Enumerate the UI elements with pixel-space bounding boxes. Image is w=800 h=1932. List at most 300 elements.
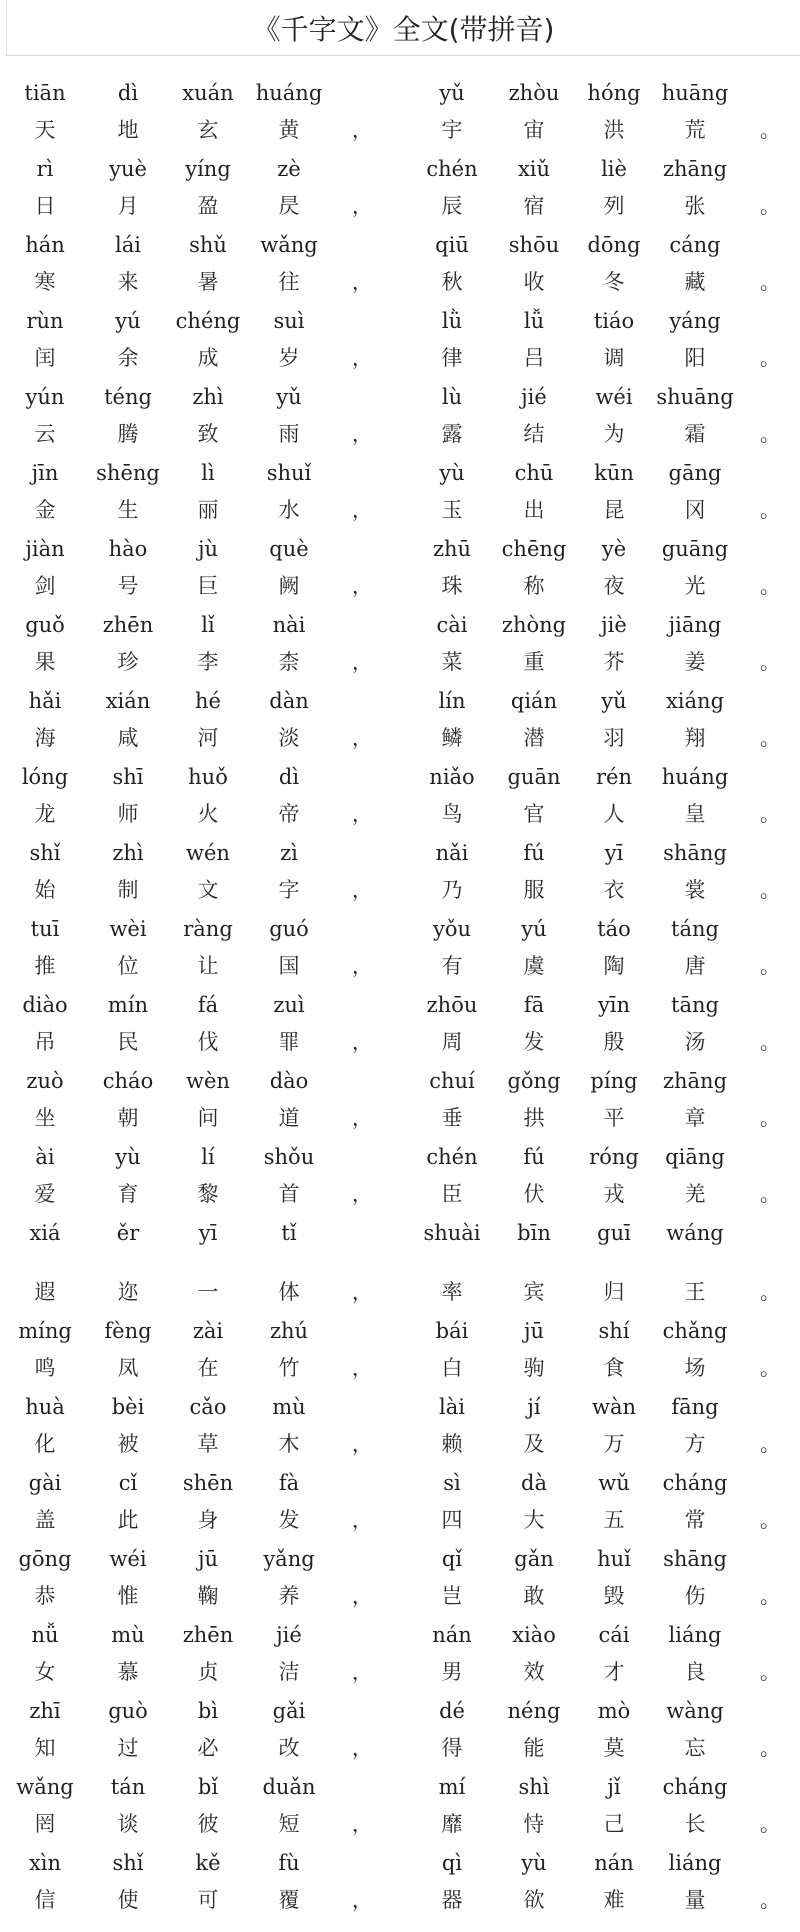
pinyin: shōu [508,233,560,257]
period-punctuation: 。 [760,574,780,598]
pinyin: shǐ [112,1851,144,1875]
hanzi: 剑 [34,574,56,598]
page-title: 《千字文》全文(带拼音) [252,13,555,46]
hanzi-row [0,1274,800,1312]
hanzi-row [0,1730,800,1768]
hanzi: 才 [603,1660,625,1684]
hanzi: 罔 [34,1812,56,1836]
hanzi: 寒 [34,270,56,294]
hanzi: 白 [441,1356,463,1380]
hanzi: 爱 [34,1182,56,1206]
pinyin: guó [269,917,309,941]
pinyin: zhú [269,1319,309,1343]
hanzi: 黎 [197,1182,219,1206]
period-punctuation: 。 [760,1106,780,1130]
comma-punctuation: ， [352,498,372,522]
pinyin: cǐ [118,1471,138,1495]
pinyin: zài [192,1319,224,1343]
pinyin: fèng [104,1319,152,1343]
pinyin-row [0,759,800,797]
period-punctuation: 。 [760,726,780,750]
hanzi: 列 [603,194,625,218]
pinyin: qì [441,1851,463,1875]
hanzi: 方 [684,1432,706,1456]
pinyin: lù [441,385,463,409]
pinyin: lǜ [441,309,463,333]
pinyin: wéi [595,385,633,409]
hanzi: 场 [684,1356,706,1380]
pinyin: xiá [29,1221,61,1245]
pinyin: mí [438,1775,466,1799]
hanzi: 良 [684,1660,706,1684]
hanzi: 阙 [278,574,300,598]
hanzi: 草 [197,1432,219,1456]
pinyin: rì [36,157,54,181]
pinyin: tuī [30,917,60,941]
hanzi: 羌 [684,1182,706,1206]
pinyin: mù [272,1395,306,1419]
hanzi-row [0,796,800,834]
pinyin: fà [278,1471,300,1495]
pinyin: lǐ [201,613,215,637]
hanzi: 洁 [278,1660,300,1684]
hanzi: 暑 [197,270,219,294]
hanzi: 贞 [197,1660,219,1684]
comma-punctuation: ， [352,1584,372,1608]
period-punctuation: 。 [760,270,780,294]
hanzi-row [0,568,800,606]
hanzi: 始 [34,878,56,902]
pinyin: yǎng [263,1547,315,1571]
hanzi: 重 [523,650,545,674]
hanzi: 有 [441,954,463,978]
hanzi: 伐 [197,1030,219,1054]
hanzi: 虞 [523,954,545,978]
hanzi: 咸 [117,726,139,750]
hanzi: 洪 [603,118,625,142]
comma-punctuation: ， [352,422,372,446]
hanzi: 人 [603,802,625,826]
hanzi: 伤 [684,1584,706,1608]
hanzi: 首 [278,1182,300,1206]
pinyin: gài [28,1471,62,1495]
hanzi: 平 [603,1106,625,1130]
pinyin: bì [197,1699,219,1723]
pinyin: xiáng [665,689,725,713]
pinyin: fú [523,1145,545,1169]
pinyin: fú [523,841,545,865]
pinyin: wéi [109,1547,147,1571]
hanzi: 难 [603,1888,625,1912]
hanzi: 字 [278,878,300,902]
hanzi: 乃 [441,878,463,902]
comma-punctuation: ， [352,1280,372,1304]
pinyin: yuè [109,157,147,181]
pinyin: cháo [102,1069,154,1093]
hanzi: 位 [117,954,139,978]
pinyin: chén [426,157,478,181]
hanzi: 身 [197,1508,219,1532]
pinyin: bīn [517,1221,551,1245]
pinyin: tǐ [281,1221,297,1245]
period-punctuation: 。 [760,1356,780,1380]
pinyin: suì [273,309,305,333]
pinyin: xuán [182,81,234,105]
hanzi: 月 [117,194,139,218]
pinyin: guān [507,765,561,789]
hanzi: 敢 [523,1584,545,1608]
pinyin: liáng [668,1851,722,1875]
hanzi: 帝 [278,802,300,826]
pinyin: wǎng [16,1775,74,1799]
pinyin: liáng [668,1623,722,1647]
hanzi-row [0,1176,800,1214]
comma-punctuation: ， [352,1106,372,1130]
pinyin: shí [598,1319,630,1343]
pinyin: huáng [661,765,729,789]
pinyin: gāng [668,461,722,485]
hanzi: 衣 [603,878,625,902]
pinyin: kūn [594,461,634,485]
period-punctuation: 。 [760,1182,780,1206]
pinyin: wáng [666,1221,724,1245]
period-punctuation: 。 [760,1660,780,1684]
comma-punctuation: ， [352,270,372,294]
pinyin: míng [18,1319,72,1343]
pinyin: guī [597,1221,631,1245]
pinyin: shǔ [189,233,227,257]
hanzi: 皇 [684,802,706,826]
pinyin: cǎo [189,1395,227,1419]
hanzi: 龙 [34,802,56,826]
pinyin: jīn [31,461,59,485]
pinyin: fāng [671,1395,719,1419]
hanzi: 鞠 [197,1584,219,1608]
hanzi: 朝 [117,1106,139,1130]
pinyin: zuò [26,1069,64,1093]
pinyin: cháng [662,1775,728,1799]
hanzi: 男 [441,1660,463,1684]
pinyin: lái [115,233,141,257]
pinyin: nán [432,1623,472,1647]
pinyin: xìn [28,1851,62,1875]
pinyin: fù [278,1851,300,1875]
pinyin: nǎi [435,841,469,865]
pinyin: zhēn [102,613,154,637]
hanzi: 生 [117,498,139,522]
hanzi: 恃 [523,1812,545,1836]
hanzi-row [0,264,800,302]
pinyin: nán [594,1851,634,1875]
hanzi-row [0,416,800,454]
pinyin: zhēn [182,1623,234,1647]
pinyin: gǎn [514,1547,554,1571]
period-punctuation: 。 [760,1584,780,1608]
hanzi: 彼 [197,1812,219,1836]
hanzi: 量 [684,1888,706,1912]
hanzi: 信 [34,1888,56,1912]
pinyin: jū [523,1319,545,1343]
hanzi: 昆 [603,498,625,522]
pinyin: zhì [112,841,144,865]
pinyin: chǎng [662,1319,728,1343]
hanzi: 问 [197,1106,219,1130]
comma-punctuation: ， [352,1660,372,1684]
hanzi: 陶 [603,954,625,978]
hanzi: 果 [34,650,56,674]
pinyin: wèi [109,917,147,941]
pinyin-row [0,227,800,265]
pinyin: wén [186,841,230,865]
pinyin: nài [272,613,306,637]
hanzi: 赖 [441,1432,463,1456]
pinyin: píng [590,1069,638,1093]
comma-punctuation: ， [352,1812,372,1836]
hanzi: 国 [278,954,300,978]
comma-punctuation: ， [352,726,372,750]
pinyin: xiǔ [517,157,551,181]
hanzi: 云 [34,422,56,446]
hanzi: 罪 [278,1030,300,1054]
hanzi: 裳 [684,878,706,902]
hanzi: 恭 [34,1584,56,1608]
hanzi: 汤 [684,1030,706,1054]
pinyin-row [0,911,800,949]
pinyin: zhōu [426,993,478,1017]
pinyin: huáng [255,81,323,105]
period-punctuation: 。 [760,878,780,902]
comma-punctuation: ， [352,1030,372,1054]
hanzi: 木 [278,1432,300,1456]
period-punctuation: 。 [760,498,780,522]
hanzi: 短 [278,1812,300,1836]
hanzi: 师 [117,802,139,826]
pinyin-row [0,75,800,113]
hanzi: 伏 [523,1182,545,1206]
hanzi: 海 [34,726,56,750]
hanzi: 冬 [603,270,625,294]
hanzi: 水 [278,498,300,522]
pinyin: xiào [512,1623,556,1647]
hanzi: 拱 [523,1106,545,1130]
hanzi: 结 [523,422,545,446]
hanzi: 阳 [684,346,706,370]
pinyin: bǐ [197,1775,219,1799]
pinyin-row [0,683,800,721]
hanzi-row [0,188,800,226]
pinyin: lóng [21,765,69,789]
hanzi: 驹 [523,1356,545,1380]
hanzi-row [0,644,800,682]
pinyin: mù [111,1623,145,1647]
hanzi: 盖 [34,1508,56,1532]
pinyin: hán [25,233,65,257]
hanzi: 冈 [684,498,706,522]
pinyin: yù [439,461,465,485]
pinyin: bèi [111,1395,145,1419]
hanzi: 调 [603,346,625,370]
pinyin: táo [597,917,631,941]
pinyin: shuài [423,1221,481,1245]
hanzi: 露 [441,422,463,446]
pinyin: duǎn [262,1775,316,1799]
hanzi: 体 [278,1280,300,1304]
pinyin: jié [521,385,547,409]
pinyin: tán [110,1775,146,1799]
pinyin: yún [25,385,65,409]
comma-punctuation: ， [352,1508,372,1532]
pinyin: sì [443,1471,461,1495]
hanzi: 荒 [684,118,706,142]
pinyin: wàng [666,1699,724,1723]
pinyin: tāng [671,993,719,1017]
pinyin: yǒu [432,917,472,941]
pinyin: rén [596,765,632,789]
pinyin: lài [439,1395,465,1419]
comma-punctuation: ， [352,574,372,598]
pinyin: yíng [185,157,231,181]
hanzi: 李 [197,650,219,674]
period-punctuation: 。 [760,1736,780,1760]
hanzi: 河 [197,726,219,750]
hanzi: 鸣 [34,1356,56,1380]
hanzi: 为 [603,422,625,446]
pinyin: zhāng [662,1069,728,1093]
pinyin: fá [197,993,219,1017]
hanzi: 宿 [523,194,545,218]
pinyin: hóng [587,81,641,105]
pinyin: cáng [669,233,721,257]
pinyin: jí [527,1395,541,1419]
hanzi: 霜 [684,422,706,446]
pinyin: diào [22,993,68,1017]
hanzi: 化 [34,1432,56,1456]
pinyin: cài [436,613,468,637]
hanzi: 玉 [441,498,463,522]
hanzi: 及 [523,1432,545,1456]
pinyin: kě [195,1851,221,1875]
pinyin: shǒu [263,1145,315,1169]
pinyin: jiàn [25,537,65,561]
pinyin: tiān [24,81,66,105]
pinyin-row [0,1063,800,1101]
hanzi: 姜 [684,650,706,674]
pinyin-row [0,835,800,873]
hanzi: 光 [684,574,706,598]
hanzi: 道 [278,1106,300,1130]
hanzi: 珍 [117,650,139,674]
hanzi: 覆 [278,1888,300,1912]
hanzi: 靡 [441,1812,463,1836]
hanzi: 昃 [278,194,300,218]
hanzi: 闰 [34,346,56,370]
hanzi: 发 [523,1030,545,1054]
pinyin: zuì [273,993,305,1017]
hanzi: 芥 [603,650,625,674]
pinyin: zhāng [662,157,728,181]
pinyin: ài [35,1145,55,1169]
pinyin: shī [112,765,144,789]
pinyin: yī [604,841,624,865]
period-punctuation: 。 [760,1280,780,1304]
pinyin: qiū [435,233,469,257]
hanzi: 玄 [197,118,219,142]
hanzi: 此 [117,1508,139,1532]
pinyin: táng [671,917,719,941]
hanzi: 可 [197,1888,219,1912]
pinyin-row [0,531,800,569]
comma-punctuation: ， [352,954,372,978]
comma-punctuation: ， [352,1182,372,1206]
period-punctuation: 。 [760,422,780,446]
hanzi: 羽 [603,726,625,750]
pinyin: wǔ [598,1471,630,1495]
comma-punctuation: ， [352,118,372,142]
hanzi: 往 [278,270,300,294]
pinyin: guò [108,1699,148,1723]
hanzi: 万 [603,1432,625,1456]
hanzi: 使 [117,1888,139,1912]
pinyin-row [0,1541,800,1579]
hanzi-row [0,1806,800,1844]
pinyin-row [0,1845,800,1883]
period-punctuation: 。 [760,954,780,978]
pinyin-row [0,987,800,1025]
comma-punctuation: ， [352,878,372,902]
hanzi: 唐 [684,954,706,978]
pinyin: zì [280,841,298,865]
pinyin: jū [197,1547,219,1571]
hanzi: 育 [117,1182,139,1206]
hanzi: 慕 [117,1660,139,1684]
hanzi: 王 [684,1280,706,1304]
pinyin: lín [438,689,466,713]
pinyin: yǔ [276,385,302,409]
pinyin: yǔ [601,689,627,713]
hanzi: 秋 [441,270,463,294]
hanzi: 金 [34,498,56,522]
pinyin: yè [601,537,627,561]
pinyin: xián [105,689,151,713]
pinyin: shì [518,1775,550,1799]
pinyin-row [0,1617,800,1655]
pinyin: wǎng [260,233,318,257]
period-punctuation: 。 [760,1432,780,1456]
hanzi: 被 [117,1432,139,1456]
pinyin: bái [435,1319,469,1343]
hanzi-row [0,1578,800,1616]
hanzi: 文 [197,878,219,902]
pinyin: rùn [26,309,64,333]
hanzi: 凤 [117,1356,139,1380]
pinyin: zhū [432,537,472,561]
hanzi: 余 [117,346,139,370]
hanzi: 己 [603,1812,625,1836]
pinyin: gǎi [272,1699,306,1723]
pinyin: qiāng [665,1145,725,1169]
comma-punctuation: ， [352,1356,372,1380]
comma-punctuation: ， [352,1736,372,1760]
pinyin: hé [195,689,221,713]
hanzi: 丽 [197,498,219,522]
hanzi: 宾 [523,1280,545,1304]
hanzi: 民 [117,1030,139,1054]
pinyin: shāng [663,841,727,865]
hanzi: 宇 [441,118,463,142]
pinyin: dào [269,1069,309,1093]
pinyin: zhòu [508,81,560,105]
pinyin-row [0,607,800,645]
